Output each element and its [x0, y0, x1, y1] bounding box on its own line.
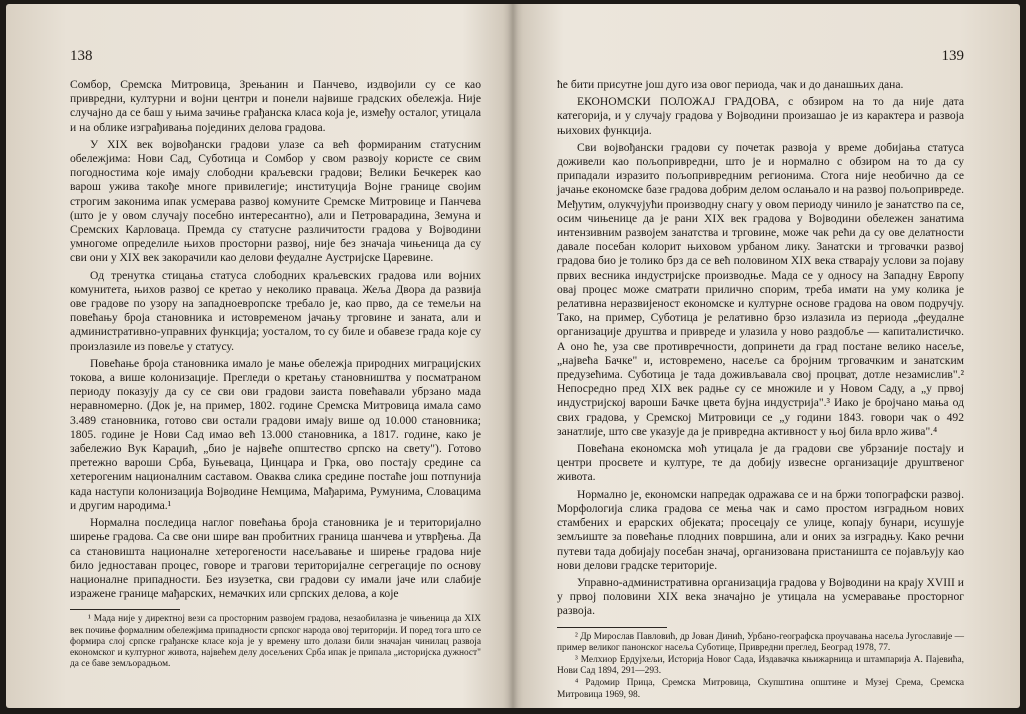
paragraph: У XIX век војвођански градови улазе са већ формираним статусним обележјима: Нови Сад, Суботица и Сомбор у свом развоју користе се свим погодностима које имају слободни краљевски градови; Велики Бечкерек као варош ужива такође многе привилегије; институција Војне границе својим строгим законима ипак усмерава развој комуните Сремске Митровице и Панчева (што је у овом случају посебно интересантно), али и Петроварадина, Земуна и Сремских Карловаца. Премда су статусне различитости градова у Војводини умногоме определиле њихов просторни развој, није без значаја чињеница да су сви они у XIX век закорачили као делови феудалне Аустријске Царевине.	[70, 137, 481, 265]
footnote: ⁴ Радомир Прица, Сремска Митровица, Скупштина општине и Музеј Срема, Сремска Митровица 1969, 98.	[557, 678, 964, 700]
paragraph: Од тренутка стицања статуса слободних краљевских градова или војних комунитета, њихов развој се кретао у неколико праваца. Жеља Двора да развија ове градове по узору на западноевропске требало је, као прво, да се темељи на повећању броја становника и истовременом јачању трговине и заната, али и административно-управних функција; уосталом, то су биле и обавезе града које су произлазиле из повеље у статусу.	[70, 268, 481, 353]
paragraph: ЕКОНОМСКИ ПОЛОЖАЈ ГРАДОВА, с обзиром на то да није дата категорија, и у случају градова у Војводини произашао је из карактера и развоја њихових функција.	[557, 95, 964, 137]
paragraph: Нормално је, економски напредак одражава се и на бржи топографски развој. Морфологија слика градова се мења чак и само простом изградњом нових стамбених и ерарских објеката; просецају се улице, копају бунари, исушује земљиште за повећање плодних површина, али и оних за изградњу. Како речни путеви тада добијају посебан значај, организована пристаништа се појављују као нови делови градске територије.	[557, 487, 964, 572]
book-spread	[6, 4, 1020, 708]
paragraph: Повећана економска моћ утицала је да градови све убрзаније постају и центри просвете и културе, те да добију извесне организације друштвеног живота.	[557, 442, 964, 484]
footnote: ¹ Мада није у директној вези са просторним развојем градова, незаобилазна је чињеница да XIX век почиње формалним обележјима припадности српског народа овој територији. И поред тога што се формира слој српске грађанске класе која је у времену што долази били значајан чинилац развоја економског и културног живота, највећем делу досељених Срба ипак је припала „историјска дужност" да се баве земљорадњом.	[70, 614, 481, 670]
paragraph: Повећање броја становника имало је мање обележја природних миграцијских токова, а више колонизације. Прегледи о кретању становништва у посматраном периоду показују да су се сви ови градови заиста повећавали убрзано мада неравномерно. (Док је, на пример, 1802. године Сремска Митровица имала само 3.489 становника, готово сви остали градови имају више од 10.000 становника; 1805. године је Нови Сад имао већ 13.000 становника, а 1817. године, како је забележио Вук Караџић, „био је највеће општество српско на свету"). Готово претежно вароши Срба, Буњеваца, Цинцара и Грка, ово постају средине са хетерогеним националним саставом. Оваква слика средине постаће још потпунија када наступи колонизација Војводине Немцима, Мађарима, Румунима, Словацима и другим народима.¹	[70, 356, 481, 512]
footnote-divider	[557, 627, 667, 628]
paragraph: ће бити присутне још дуго иза овог периода, чак и до данашњих дана.	[557, 78, 904, 91]
paragraph: Нормална последица наглог повећања броја становника је и територијално ширење градова. Са све они шире ван пробитних граница шанчева и утврђења. Да са становишта националне хетерогености насељавање и ширење градова није било једноставан процес, говоре и трагови територијалне сегрегације по основу националне припадности. Без изузетка, сви градови су имали јаче или слабије изражене границе мађарских, немачких или српских делова, а које	[70, 516, 481, 601]
paragraph: Управно-административна организација градова у Војводини на крају XVIII и у првој половини XIX века значајно је утицала на усмеравање просторног развоја.	[557, 575, 964, 618]
footnote: ³ Мелхиор Ердујхељи, Историја Новог Сада, Издавачка књижарница и штампарија А. Пајевића, Нови Сад 1894, 291—293.	[557, 654, 964, 677]
footnote: ² Др Мирослав Павловић, др Јован Динић, Урбано-географска проучавања насеља Југославије — пример великог панонског насеља Суботице, Привредни преглед, Београд 1978, 77.	[557, 631, 964, 653]
paragraph: Сви војвођански градови су почетак развоја у време добијања статуса доживели као пољопривредни, што је и нормално с обзиром на то да су припадали изразито пољопривредним регионима. Стога није необично да се јачање економске базе градова добрим делом ослањало и на развој пољопривреде. Међутим, олукчујући производну снагу у овом периоду чинило је занатство па се, осим чињенице да је рани XIX век градова у Војводини обележен занатима интензивним развојем занатства и трговине, може чак рећи да су ове делатности давале посебан колорит њиховом урбаном лику. Занатски и трговачки развој градова био је толико брз да се већ половином XIX века стварају услови за појаву првих весника индустријске производње. Мада се у односу на Западну Европу овај процес може сматрати прилично спорим, треба имати на уму колика је релативна неразвијеност економске и културне основе градова на овом подручју. Тако, на пример, Суботица је релативно брзо излазила из периода „феудалне организације друштва и привреде и улазила у ново раздобље — капиталистичко. А оно ће, уза све противречности, допринети да град постане велико насеље, „највећа Бачке" и, истовремено, насеље са бројним трговачким и занатским предузећима. Суботица је тада доживљавала свој процват, дотле незамислив".² Непосредно пред XIX век радње су се множиле и у Новом Саду, а „у првој индустријској вароши Бачке цвета бујна индустрија".³ Иако је бројчано мања од свих градова, у Сремској Митровици се „у години 1843. говори чак о 492 занатлије, што све указује да је привредна активност у њој била врло жива".⁴	[557, 140, 964, 438]
paragraph: Сомбор, Сремска Митровица, Зрењанин и Панчево, издвојили су се као привредни, културни и војни центри и понели највише градских обележја. Није случајно да се баш у њима зачиње грађанска класа која је, између осталог, утицала и на облике изграђивања појединих делова градова.	[70, 78, 481, 134]
left-page	[6, 4, 513, 708]
right-page	[513, 4, 1020, 708]
page-number-right: 139	[941, 48, 964, 64]
page-number-left: 138	[70, 48, 93, 64]
footnote-divider	[70, 609, 180, 610]
